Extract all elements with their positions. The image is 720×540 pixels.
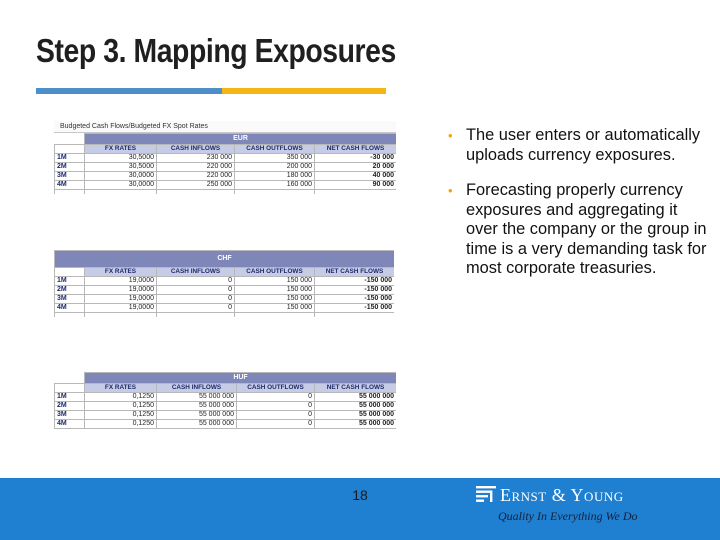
sheet-huf bbox=[54, 372, 396, 448]
company-tagline: Quality In Everything We Do bbox=[498, 509, 638, 523]
company-logo bbox=[472, 480, 672, 538]
eur-table bbox=[54, 133, 396, 194]
title-underline-gold bbox=[222, 88, 386, 94]
table-row: 3M 0,1250 55 000 000 0 55 000 000 bbox=[55, 411, 397, 420]
column-header: CASH INFLOWS bbox=[157, 145, 235, 154]
sheet-eur bbox=[54, 121, 396, 221]
table-row: 4M 19,0000 0 150 000 -150 000 bbox=[55, 304, 395, 313]
bullet-list bbox=[448, 126, 708, 295]
chf-table bbox=[54, 250, 394, 317]
bullet-item bbox=[448, 126, 708, 165]
table-row: 3M 19,0000 0 150 000 -150 000 bbox=[55, 295, 395, 304]
ey-stripes-icon bbox=[476, 486, 496, 502]
column-header: FX RATES bbox=[85, 145, 157, 154]
column-header: NET CASH FLOWS bbox=[315, 145, 397, 154]
table-row: 3M 30,0000 220 000 180 000 40 000 bbox=[55, 172, 397, 181]
column-header: CASH OUTFLOWS bbox=[235, 268, 315, 277]
column-header: FX RATES bbox=[85, 384, 157, 393]
table-row: 1M 30,5000 230 000 350 000 -30 000 bbox=[55, 154, 397, 163]
bullet-icon: • bbox=[448, 128, 453, 143]
table-row: 1M 0,1250 55 000 000 0 55 000 000 bbox=[55, 393, 397, 402]
column-header: CASH INFLOWS bbox=[157, 384, 237, 393]
column-header: FX RATES bbox=[85, 268, 157, 277]
bullet-icon: • bbox=[448, 183, 453, 198]
column-header: CASH OUTFLOWS bbox=[237, 384, 315, 393]
sheet-chf bbox=[54, 250, 394, 338]
bullet-text: Forecasting properly currency exposures and aggregating it over the company or the group in time is a very demanding task for most corporate treasuries. bbox=[466, 181, 707, 277]
bullet-text: The user enters or automatically uploads currency exposures. bbox=[466, 126, 701, 164]
currency-header: EUR bbox=[85, 134, 397, 145]
column-header: NET CASH FLOWS bbox=[315, 268, 395, 277]
bullet-item bbox=[448, 181, 708, 279]
table-row: 2M 19,0000 0 150 000 -150 000 bbox=[55, 286, 395, 295]
column-header: CASH INFLOWS bbox=[157, 268, 235, 277]
table-row: 2M 0,1250 55 000 000 0 55 000 000 bbox=[55, 402, 397, 411]
title-underline-blue bbox=[36, 88, 222, 94]
currency-header: HUF bbox=[85, 373, 397, 384]
sheet-caption: Budgeted Cash Flows/Budgeted FX Spot Rates bbox=[54, 121, 396, 133]
huf-table bbox=[54, 372, 396, 429]
table-row: 1M 19,0000 0 150 000 -150 000 bbox=[55, 277, 395, 286]
table-row: 4M 30,0000 250 000 160 000 90 000 bbox=[55, 181, 397, 190]
table-row: 4M 0,1250 55 000 000 0 55 000 000 bbox=[55, 420, 397, 429]
page-number: 18 bbox=[352, 487, 368, 503]
column-header: CASH OUTFLOWS bbox=[235, 145, 315, 154]
slide-title: Step 3. Mapping Exposures bbox=[36, 32, 396, 69]
table-row: 2M 30,5000 220 000 200 000 20 000 bbox=[55, 163, 397, 172]
company-name: Ernst & Young bbox=[500, 485, 624, 505]
column-header: NET CASH FLOWS bbox=[315, 384, 397, 393]
currency-header: CHF bbox=[55, 251, 395, 268]
